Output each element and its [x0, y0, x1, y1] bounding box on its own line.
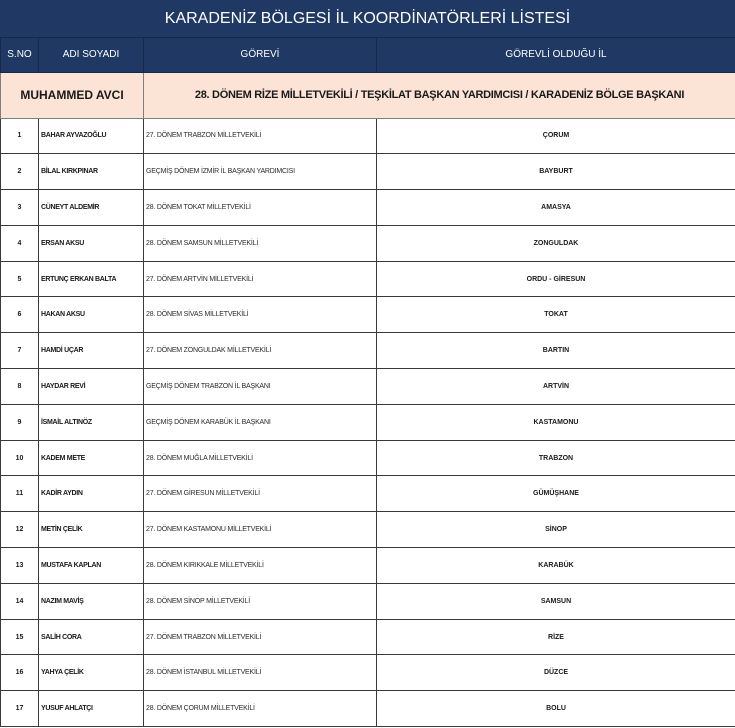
table-row: [1, 583, 735, 619]
row-city: DÜZCE: [377, 655, 735, 691]
row-city: ZONGULDAK: [377, 225, 735, 261]
coordinator-rows: [1, 118, 735, 727]
row-city: BARTIN: [377, 333, 735, 369]
coordinator-table: [0, 38, 735, 727]
row-role: 27. DÖNEM KASTAMONU MİLLETVEKİLİ: [144, 512, 377, 548]
row-name: METİN ÇELİK: [39, 512, 144, 548]
row-city: RİZE: [377, 619, 735, 655]
column-header-city: GÖREVLİ OLDUĞU İL: [377, 38, 735, 72]
row-number: 6: [1, 297, 39, 333]
table-row: [1, 225, 735, 261]
row-name: İSMAİL ALTINÖZ: [39, 404, 144, 440]
table-row: [1, 369, 735, 405]
row-name: HAMDİ UÇAR: [39, 333, 144, 369]
row-number: 12: [1, 512, 39, 548]
row-name: SALİH CORA: [39, 619, 144, 655]
row-role: 28. DÖNEM SİNOP MİLLETVEKİLİ: [144, 583, 377, 619]
row-role: 28. DÖNEM SAMSUN MİLLETVEKİLİ: [144, 225, 377, 261]
table-row: [1, 512, 735, 548]
row-name: MUSTAFA KAPLAN: [39, 548, 144, 584]
row-number: 10: [1, 440, 39, 476]
row-city: TRABZON: [377, 440, 735, 476]
row-city: ÇORUM: [377, 118, 735, 154]
table-header-row: [1, 38, 735, 72]
row-number: 11: [1, 476, 39, 512]
row-role: 27. DÖNEM TRABZON MİLLETVEKİLİ: [144, 118, 377, 154]
column-header-name: ADI SOYADI: [39, 38, 144, 72]
row-role: 28. DÖNEM TOKAT MİLLETVEKİLİ: [144, 190, 377, 226]
leader-role: 28. DÖNEM RİZE MİLLETVEKİLİ / TEŞKİLAT BAŞKAN YARDIMCISI / KARADENİZ BÖLGE BAŞKANI: [144, 72, 735, 118]
row-city: ORDU - GİRESUN: [377, 261, 735, 297]
row-role: 28. DÖNEM MUĞLA MİLLETVEKİLİ: [144, 440, 377, 476]
row-role: 27. DÖNEM GİRESUN MİLLETVEKİLİ: [144, 476, 377, 512]
table-row: [1, 655, 735, 691]
table-row: [1, 118, 735, 154]
row-name: BİLAL KIRKPINAR: [39, 154, 144, 190]
row-name: ERTUNÇ ERKAN BALTA: [39, 261, 144, 297]
table-row: [1, 440, 735, 476]
row-name: ERSAN AKSU: [39, 225, 144, 261]
row-role: 28. DÖNEM ÇORUM MİLLETVEKİLİ: [144, 691, 377, 727]
sheet-title: KARADENİZ BÖLGESİ İL KOORDİNATÖRLERİ LİSTESİ: [0, 0, 735, 38]
leader-row: [1, 72, 735, 118]
leader-name: MUHAMMED AVCI: [1, 72, 144, 118]
row-number: 9: [1, 404, 39, 440]
row-role: 27. DÖNEM TRABZON MİLLETVEKİLİ: [144, 619, 377, 655]
row-number: 8: [1, 369, 39, 405]
table-row: [1, 333, 735, 369]
row-role: GEÇMİŞ DÖNEM İZMİR İL BAŞKAN YARDIMCISI: [144, 154, 377, 190]
table-row: [1, 548, 735, 584]
column-header-role: GÖREVİ: [144, 38, 377, 72]
table-row: [1, 154, 735, 190]
table-row: [1, 691, 735, 727]
column-header-sno: S.NO: [1, 38, 39, 72]
table-row: [1, 190, 735, 226]
row-city: SİNOP: [377, 512, 735, 548]
row-role: 27. DÖNEM ARTVİN MİLLETVEKİLİ: [144, 261, 377, 297]
row-number: 14: [1, 583, 39, 619]
row-city: ARTVİN: [377, 369, 735, 405]
row-name: BAHAR AYVAZOĞLU: [39, 118, 144, 154]
row-name: YUSUF AHLATÇI: [39, 691, 144, 727]
row-name: HAYDAR REVİ: [39, 369, 144, 405]
row-city: BOLU: [377, 691, 735, 727]
row-role: 28. DÖNEM SİVAS MİLLETVEKİLİ: [144, 297, 377, 333]
row-number: 7: [1, 333, 39, 369]
row-number: 4: [1, 225, 39, 261]
row-name: YAHYA ÇELİK: [39, 655, 144, 691]
row-number: 1: [1, 118, 39, 154]
row-city: SAMSUN: [377, 583, 735, 619]
row-number: 13: [1, 548, 39, 584]
row-city: GÜMÜŞHANE: [377, 476, 735, 512]
row-name: NAZIM MAVİŞ: [39, 583, 144, 619]
table-row: [1, 476, 735, 512]
row-role: GEÇMİŞ DÖNEM TRABZON İL BAŞKANI: [144, 369, 377, 405]
row-number: 2: [1, 154, 39, 190]
row-city: TOKAT: [377, 297, 735, 333]
row-number: 15: [1, 619, 39, 655]
row-number: 5: [1, 261, 39, 297]
row-role: GEÇMİŞ DÖNEM KARABÜK İL BAŞKANI: [144, 404, 377, 440]
row-city: AMASYA: [377, 190, 735, 226]
row-name: KADEM METE: [39, 440, 144, 476]
row-city: BAYBURT: [377, 154, 735, 190]
table-row: [1, 404, 735, 440]
row-role: 28. DÖNEM İSTANBUL MİLLETVEKİLİ: [144, 655, 377, 691]
row-role: 27. DÖNEM ZONGULDAK MİLLETVEKİLİ: [144, 333, 377, 369]
table-row: [1, 619, 735, 655]
row-number: 16: [1, 655, 39, 691]
table-row: [1, 297, 735, 333]
row-number: 3: [1, 190, 39, 226]
row-number: 17: [1, 691, 39, 727]
row-name: HAKAN AKSU: [39, 297, 144, 333]
row-city: KARABÜK: [377, 548, 735, 584]
row-name: CÜNEYT ALDEMİR: [39, 190, 144, 226]
row-city: KASTAMONU: [377, 404, 735, 440]
row-name: KADİR AYDIN: [39, 476, 144, 512]
table-row: [1, 261, 735, 297]
row-role: 28. DÖNEM KIRIKKALE MİLLETVEKİLİ: [144, 548, 377, 584]
